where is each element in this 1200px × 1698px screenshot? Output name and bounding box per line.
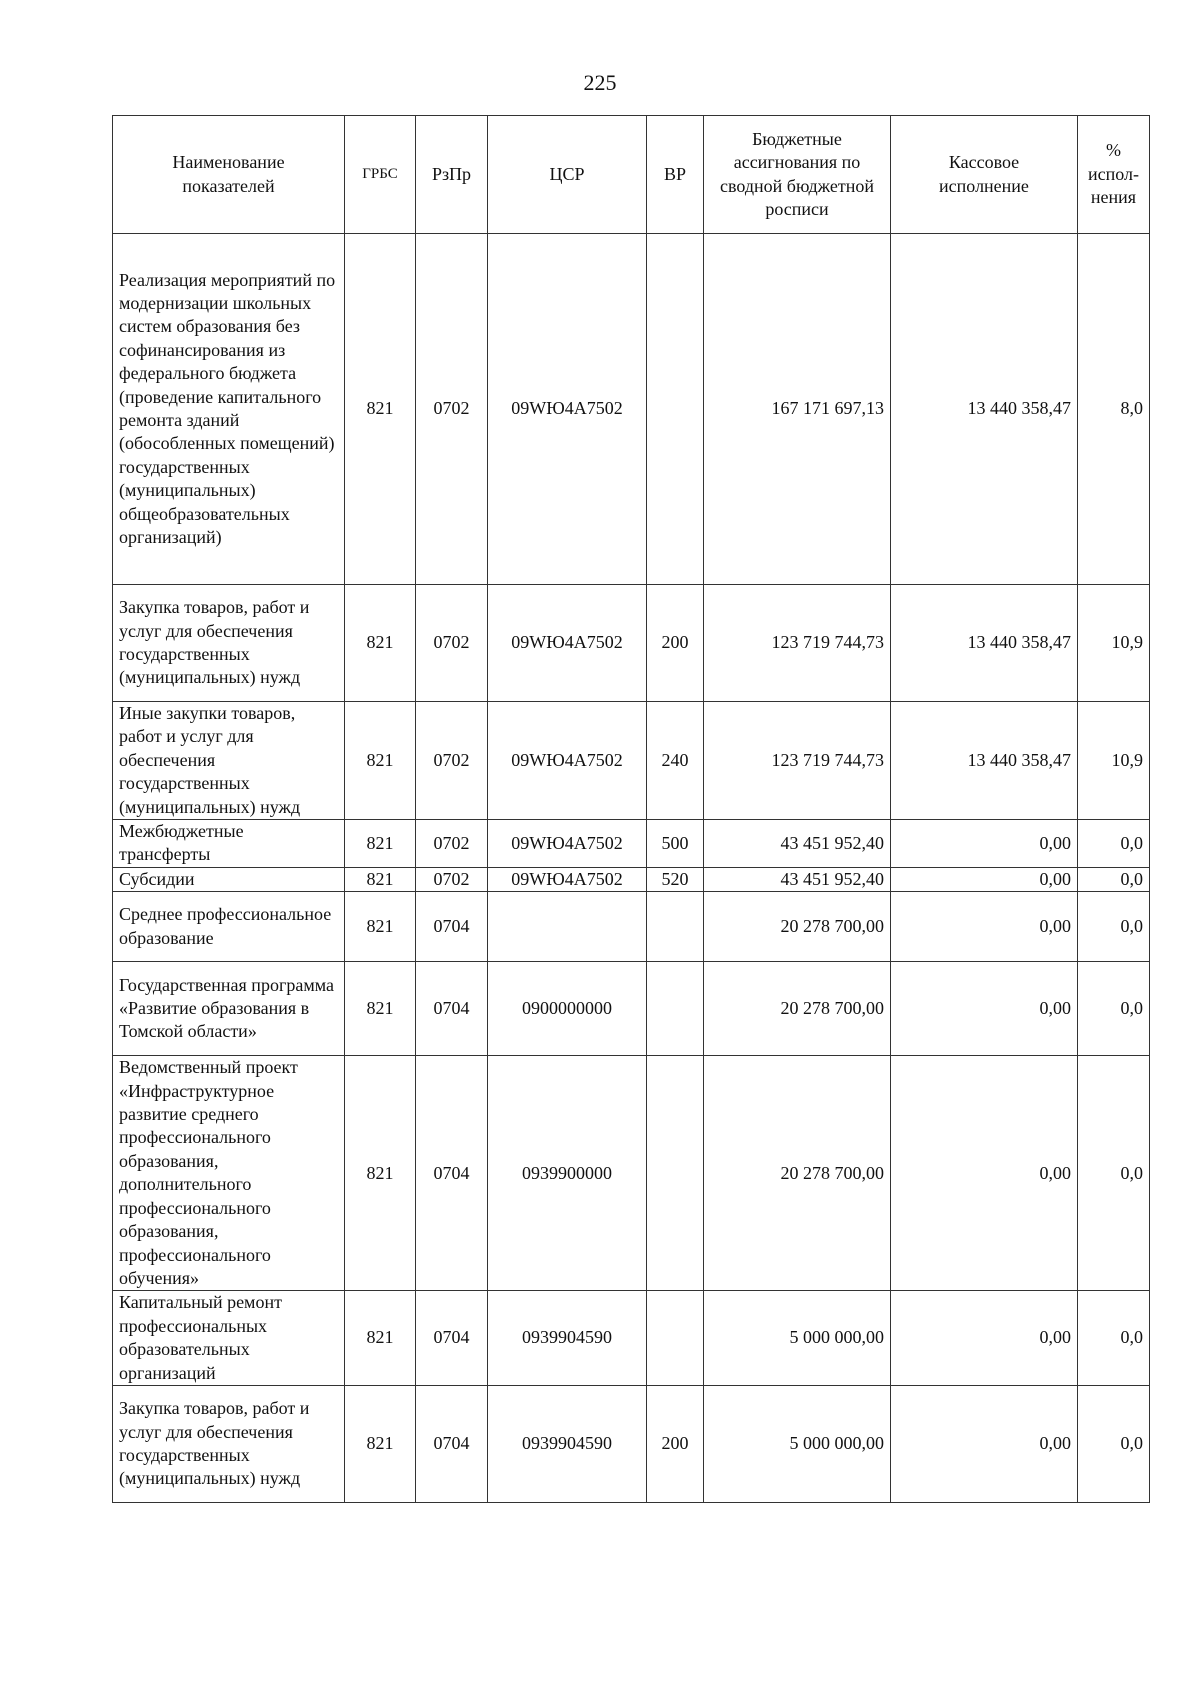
cell-cash: 0,00 — [891, 1291, 1078, 1386]
cell-csr: 09WЮ4A7502 — [488, 867, 647, 891]
cell-budget: 123 719 744,73 — [704, 585, 891, 702]
cell-name: Капитальный ремонт профессиональных образовательных организаций — [113, 1291, 345, 1386]
page-number: 225 — [583, 70, 617, 95]
cell-cash: 0,00 — [891, 1385, 1078, 1502]
header-cash: Кассовое исполнение — [891, 116, 1078, 234]
cell-vr — [647, 962, 704, 1056]
cell-csr — [488, 892, 647, 962]
cell-grbs: 821 — [345, 892, 416, 962]
cell-vr — [647, 1291, 704, 1386]
cell-grbs: 821 — [345, 820, 416, 868]
cell-name: Закупка товаров, работ и услуг для обеспечения государственных (муниципальных) нужд — [113, 1385, 345, 1502]
cell-name: Межбюджетные трансферты — [113, 820, 345, 868]
cell-grbs: 821 — [345, 702, 416, 820]
header-budget: Бюджетные ассигнования по сводной бюджетной росписи — [704, 116, 891, 234]
table-header-row — [113, 116, 1150, 234]
table-row — [113, 702, 1150, 820]
cell-grbs: 821 — [345, 234, 416, 585]
cell-grbs: 821 — [345, 867, 416, 891]
cell-pct: 0,0 — [1078, 1291, 1150, 1386]
cell-cash: 13 440 358,47 — [891, 702, 1078, 820]
header-grbs: ГРБС — [345, 116, 416, 234]
cell-rzpr: 0702 — [416, 867, 488, 891]
cell-vr: 500 — [647, 820, 704, 868]
cell-rzpr: 0702 — [416, 820, 488, 868]
table-row — [113, 892, 1150, 962]
cell-name: Среднее профессиональное образование — [113, 892, 345, 962]
cell-budget: 123 719 744,73 — [704, 702, 891, 820]
cell-vr: 200 — [647, 585, 704, 702]
cell-grbs: 821 — [345, 1385, 416, 1502]
table-row — [113, 1385, 1150, 1502]
cell-budget: 43 451 952,40 — [704, 867, 891, 891]
cell-cash: 0,00 — [891, 1056, 1078, 1291]
table-body — [113, 234, 1150, 1503]
cell-name: Закупка товаров, работ и услуг для обеспечения государственных (муниципальных) нужд — [113, 585, 345, 702]
cell-rzpr: 0704 — [416, 892, 488, 962]
cell-vr — [647, 1056, 704, 1291]
cell-csr: 0939900000 — [488, 1056, 647, 1291]
cell-cash: 13 440 358,47 — [891, 585, 1078, 702]
cell-budget: 20 278 700,00 — [704, 1056, 891, 1291]
cell-pct: 0,0 — [1078, 1385, 1150, 1502]
table-row — [113, 867, 1150, 891]
cell-csr: 0939904590 — [488, 1291, 647, 1386]
cell-vr: 200 — [647, 1385, 704, 1502]
cell-budget: 20 278 700,00 — [704, 962, 891, 1056]
cell-budget: 43 451 952,40 — [704, 820, 891, 868]
cell-cash: 0,00 — [891, 820, 1078, 868]
cell-csr: 09WЮ4A7502 — [488, 234, 647, 585]
cell-cash: 0,00 — [891, 892, 1078, 962]
cell-csr: 0939904590 — [488, 1385, 647, 1502]
cell-csr: 09WЮ4A7502 — [488, 702, 647, 820]
cell-rzpr: 0702 — [416, 585, 488, 702]
cell-name: Иные закупки товаров, работ и услуг для обеспечения государственных (муниципальных) нужд — [113, 702, 345, 820]
cell-rzpr: 0704 — [416, 962, 488, 1056]
table-row — [113, 962, 1150, 1056]
header-name: Наименование показателей — [113, 116, 345, 234]
header-csr: ЦСР — [488, 116, 647, 234]
cell-vr: 240 — [647, 702, 704, 820]
cell-rzpr: 0702 — [416, 702, 488, 820]
cell-cash: 0,00 — [891, 867, 1078, 891]
cell-csr: 09WЮ4A7502 — [488, 585, 647, 702]
cell-budget: 20 278 700,00 — [704, 892, 891, 962]
header-pct: % испол- нения — [1078, 116, 1150, 234]
budget-execution-table — [112, 115, 1150, 1503]
table-row — [113, 820, 1150, 868]
cell-budget: 5 000 000,00 — [704, 1385, 891, 1502]
cell-pct: 8,0 — [1078, 234, 1150, 585]
cell-pct: 0,0 — [1078, 1056, 1150, 1291]
cell-pct: 0,0 — [1078, 820, 1150, 868]
cell-cash: 0,00 — [891, 962, 1078, 1056]
table-row — [113, 585, 1150, 702]
table-row — [113, 1291, 1150, 1386]
cell-pct: 10,9 — [1078, 585, 1150, 702]
cell-rzpr: 0704 — [416, 1056, 488, 1291]
cell-csr: 0900000000 — [488, 962, 647, 1056]
cell-name: Реализация мероприятий по модернизации школьных систем образования без софинансирования из федерального бюджета (проведение капитального ремонта зданий (обособленных помещений) государственных (муниципальных) общеобразовательных организаций) — [113, 234, 345, 585]
cell-grbs: 821 — [345, 962, 416, 1056]
cell-vr — [647, 892, 704, 962]
cell-pct: 0,0 — [1078, 867, 1150, 891]
cell-cash: 13 440 358,47 — [891, 234, 1078, 585]
table-row — [113, 234, 1150, 585]
header-rzpr: РзПр — [416, 116, 488, 234]
cell-pct: 0,0 — [1078, 962, 1150, 1056]
cell-rzpr: 0704 — [416, 1385, 488, 1502]
cell-rzpr: 0702 — [416, 234, 488, 585]
cell-name: Субсидии — [113, 867, 345, 891]
cell-pct: 10,9 — [1078, 702, 1150, 820]
cell-budget: 167 171 697,13 — [704, 234, 891, 585]
cell-vr: 520 — [647, 867, 704, 891]
cell-grbs: 821 — [345, 585, 416, 702]
cell-grbs: 821 — [345, 1056, 416, 1291]
cell-pct: 0,0 — [1078, 892, 1150, 962]
cell-budget: 5 000 000,00 — [704, 1291, 891, 1386]
cell-rzpr: 0704 — [416, 1291, 488, 1386]
cell-csr: 09WЮ4A7502 — [488, 820, 647, 868]
header-vr: ВР — [647, 116, 704, 234]
cell-name: Ведомственный проект «Инфраструктурное развитие среднего профессионального образования, дополнительного профессионального образования, профессионального обучения» — [113, 1056, 345, 1291]
cell-grbs: 821 — [345, 1291, 416, 1386]
cell-name: Государственная программа «Развитие образования в Томской области» — [113, 962, 345, 1056]
cell-vr — [647, 234, 704, 585]
table-row — [113, 1056, 1150, 1291]
